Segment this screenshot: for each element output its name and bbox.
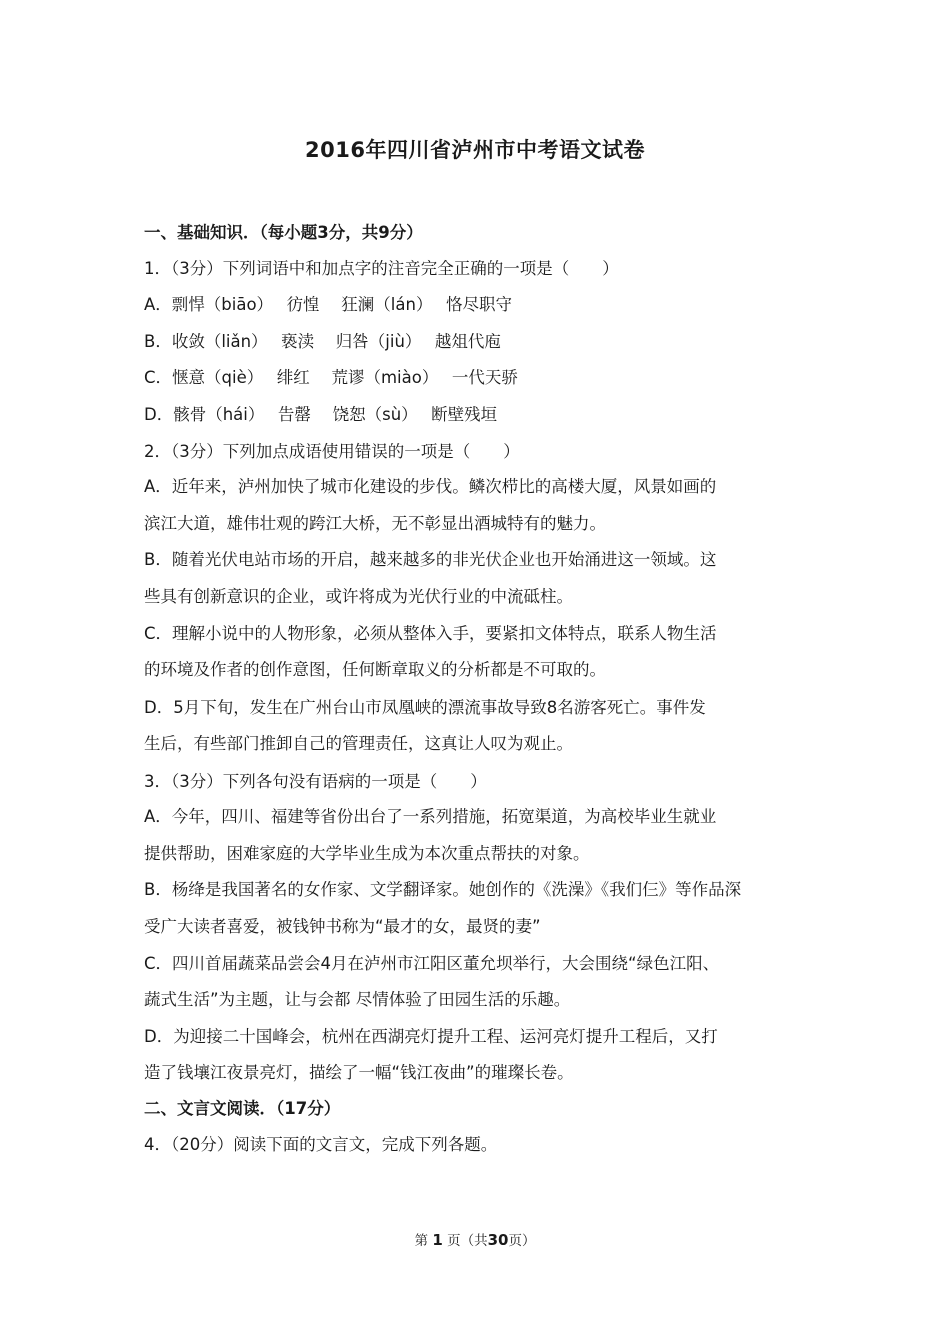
question-2-option-b-line2: 些具有创新意识的企业，或许将成为光伏行业的中流砥柱。 xyxy=(144,587,573,606)
question-2-option-b-line1: B．随着光伏电站市场的开启，越来越多的非光伏企业也开始涌进这一领域。这 xyxy=(144,550,717,569)
footer-page-number: 1 xyxy=(432,1231,443,1249)
footer-middle: 页（共 xyxy=(447,1233,488,1249)
section-heading-basic-knowledge: 一、基础知识．（每小题3分，共9分） xyxy=(144,223,423,242)
question-3-stem: 3．（3分）下列各句没有语病的一项是（ ） xyxy=(144,772,487,791)
question-2-option-a-line1: A．近年来，泸州加快了城市化建设的步伐。鳞次栉比的高楼大厦，风景如画的 xyxy=(144,477,717,496)
question-2-option-c-line1: C．理解小说中的人物形象，必须从整体入手，要紧扣文体特点，联系人物生活 xyxy=(144,624,717,643)
question-3-option-d-line2: 造了钱壤江夜景亮灯，描绘了一幅“钱江夜曲”的璀璨长卷。 xyxy=(144,1063,574,1082)
question-1-option-b: B．收敛（liǎn） 亵渎 归咎（jiù） 越俎代庖 xyxy=(144,332,501,351)
question-3-option-a-line2: 提供帮助，困难家庭的大学毕业生成为本次重点帮扶的对象。 xyxy=(144,844,590,863)
question-2-option-d-line2: 生后，有些部门推卸自己的管理责任，这真让人叹为观止。 xyxy=(144,734,573,753)
question-2-option-c-line2: 的环境及作者的创作意图，任何断章取义的分析都是不可取的。 xyxy=(144,660,606,679)
question-3-option-c-line1: C．四川首届蔬菜品尝会4月在泸州市江阳区董允坝举行，大会围绕“绿色江阳、 xyxy=(144,954,720,973)
question-3-option-d-line1: D．为迎接二十国峰会，杭州在西湖亮灯提升工程、运河亮灯提升工程后，又打 xyxy=(144,1027,718,1046)
footer-suffix: 页） xyxy=(508,1233,536,1249)
question-1-option-c: C．惬意（qiè） 绯红 荒谬（miào） 一代天骄 xyxy=(144,368,518,387)
footer-total-pages: 30 xyxy=(487,1231,509,1249)
section-heading-classical-reading: 二、文言文阅读．（17分） xyxy=(144,1099,341,1118)
question-2-option-d-line1: D．5月下旬，发生在广州台山市凤凰峡的漂流事故导致8名游客死亡。事件发 xyxy=(144,698,706,717)
question-3-option-b-line2: 受广大读者喜爱，被钱钟书称为“最才的女，最贤的妻” xyxy=(144,917,541,936)
question-3-option-c-line2: 蔬式生活”为主题，让与会都 尽情体验了田园生活的乐趣。 xyxy=(144,990,571,1009)
page-footer xyxy=(0,1229,950,1249)
question-4-stem: 4．（20分）阅读下面的文言文，完成下列各题。 xyxy=(144,1135,498,1154)
question-1-option-d: D．骸骨（hái） 告罄 饶恕（sù） 断壁残垣 xyxy=(144,405,498,424)
question-2-stem: 2．（3分）下列加点成语使用错误的一项是（ ） xyxy=(144,442,520,461)
question-1-option-a: A．剽悍（biāo） 彷惶 狂澜（lán） 恪尽职守 xyxy=(144,295,512,314)
question-2-option-a-line2: 滨江大道，雄伟壮观的跨江大桥，无不彰显出酒城特有的魅力。 xyxy=(144,514,606,533)
exam-title: 2016年四川省泸州市中考语文试卷 xyxy=(305,138,645,162)
question-1-stem: 1．（3分）下列词语中和加点字的注音完全正确的一项是（ ） xyxy=(144,259,619,278)
question-3-option-b-line1: B．杨绛是我国著名的女作家、文学翻译家。她创作的《洗澡》《我们仨》等作品深 xyxy=(144,880,742,899)
footer-prefix: 第 xyxy=(414,1233,429,1249)
question-3-option-a-line1: A．今年，四川、福建等省份出台了一系列措施，拓宽渠道，为高校毕业生就业 xyxy=(144,807,717,826)
